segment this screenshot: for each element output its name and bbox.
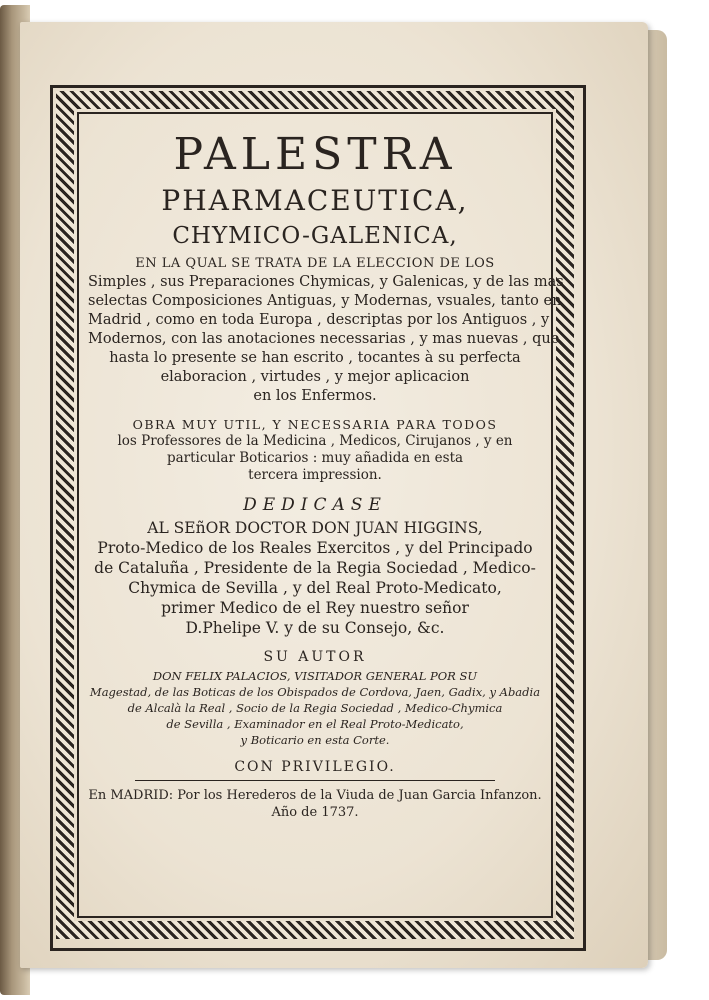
author-line: Magestad, de las Boticas de los Obispados de Cordova, Jaen, Gadix, y Abadia: [89, 685, 541, 699]
dedication-line: D.Phelipe V. y de su Consejo, &c.: [185, 619, 445, 637]
author-heading: SU AUTOR: [263, 649, 367, 665]
dedication-line: Chymica de Sevilla , y del Real Proto-Medicato,: [128, 579, 502, 597]
utility-line: los Professores de la Medicina , Medicos, Cirujanos , y en: [117, 433, 513, 449]
imprint-block: [88, 787, 542, 821]
description-line: hasta lo presente se han escrito , tocantes à su perfecta: [109, 350, 521, 366]
utility-line: OBRA MUY UTIL, Y NECESSARIA PARA TODOS: [132, 417, 498, 432]
dedication-block: [88, 518, 542, 638]
author-line: de Alcalà la Real , Socio de la Regia Sociedad , Medico-Chymica: [127, 701, 503, 715]
description-line: Modernos, con las anotaciones necessarias , y mas nuevas , que: [88, 331, 560, 347]
dedication-line: AL SEñOR DOCTOR DON JUAN HIGGINS,: [147, 519, 483, 537]
author-line: de Sevilla , Examinador en el Real Proto-Medicato,: [166, 717, 464, 731]
title-line-2: PHARMACEUTICA,: [161, 184, 469, 217]
utility-line: tercera impression.: [248, 467, 382, 483]
privilege-notice: CON PRIVILEGIO.: [234, 759, 396, 775]
dedication-line: primer Medico de el Rey nuestro señor: [161, 599, 469, 617]
divider-rule: [135, 780, 495, 781]
author-line: y Boticario en esta Corte.: [240, 733, 390, 747]
description-line: elaboracion , virtudes , y mejor aplicacion: [160, 369, 470, 385]
utility-block: [88, 416, 542, 484]
dedication-heading: DEDICASE: [243, 495, 387, 515]
imprint-year: Año de 1737.: [271, 805, 359, 820]
author-block: [88, 668, 542, 748]
description-line: selectas Composiciones Antiguas, y Modernas, vsuales, tanto en: [88, 293, 562, 309]
title-line-1: PALESTRA: [173, 129, 457, 180]
description-line: Simples , sus Preparaciones Chymicas, y Galenicas, y de las mas: [88, 274, 564, 290]
imprint-line: En MADRID: Por los Herederos de la Viuda de Juan Garcia Infanzon.: [88, 788, 542, 803]
author-line: DON FELIX PALACIOS, VISITADOR GENERAL POR SU: [152, 669, 478, 683]
title-page-text: [88, 128, 564, 821]
description-line: Madrid , como en toda Europa , descriptas por los Antiguos , y: [88, 312, 550, 328]
description-block: [88, 254, 564, 406]
title-line-3: CHYMICO-GALENICA,: [172, 223, 458, 249]
dedication-line: Proto-Medico de los Reales Exercitos , y del Principado: [97, 539, 533, 557]
description-line: en los Enfermos.: [253, 388, 377, 404]
utility-line: particular Boticarios : muy añadida en esta: [166, 450, 464, 466]
dedication-line: de Cataluña , Presidente de la Regia Sociedad , Medico-: [94, 559, 536, 577]
description-line: EN LA QUAL SE TRATA DE LA ELECCION DE LOS: [135, 256, 495, 271]
